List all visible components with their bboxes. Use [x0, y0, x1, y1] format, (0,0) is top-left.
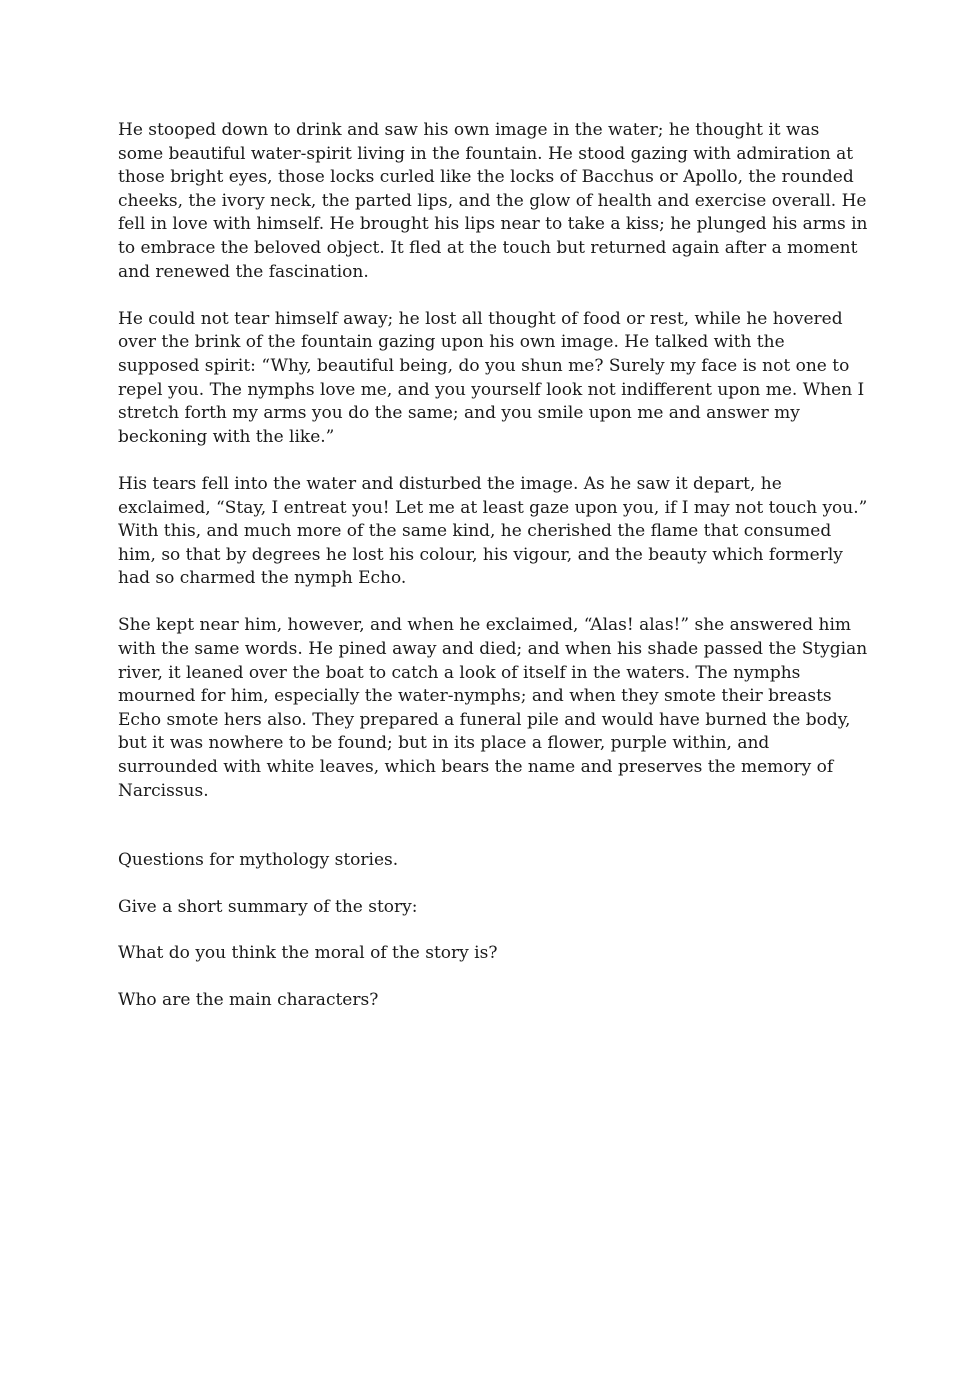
question-characters: Who are the main characters?	[118, 990, 379, 1010]
story-paragraph: He stooped down to drink and saw his own image in the water; he thought it was some beautiful water-spirit living in the fountain. He stood gazing with admiration at those bright eyes, those locks curled like the locks of Bacchus or Apollo, the rounded cheeks, the ivory neck, the parted lips, and the glow of health and exercise overall. He fell in love with himself. He brought his lips near to take a kiss; he plunged his arms in to embrace the beloved object. It fled at the touch but returned again after a moment and renewed the fascination.	[118, 120, 868, 282]
question-summary: Give a short summary of the story:	[118, 896, 418, 917]
story-paragraph: He could not tear himself away; he lost all thought of food or rest, while he hovered over the brink of the fountain gazing upon his own image. He talked with the supposed spirit: “Why, beautiful being, do you shun me? Surely my face is not one to repel you. The nymphs love me, and you yourself look not indifferent upon me. When I stretch forth my arms you do the same; and you smile upon me and answer my beckoning with the like.”	[118, 308, 865, 447]
story-paragraph: She kept near him, however, and when he exclaimed, “Alas! alas!” she answered him with the same words. He pined away and died; and when his shade passed the Stygian river, it leaned over the boat to catch a look of itself in the waters. The nymphs mourned for him, especially the water-nymphs; and when they smote their breasts Echo smote hers also. They prepared a funeral pile and would have burned the body, but it was nowhere to be found; but in its place a flower, purple within, and surrounded with white leaves, which bears the name and preserves the memory of Narcissus.	[118, 615, 868, 801]
story-paragraph: His tears fell into the water and disturbed the image. As he saw it depart, he exclaimed, “Stay, I entreat you! Let me at least gaze upon you, if I may not touch you.” With this, and much more of the same kind, he cherished the flame that consumed him, so that by degrees he lost his colour, his vigour, and the beauty which formerly had so charmed the nymph Echo.	[118, 473, 868, 589]
document-content	[118, 119, 868, 1036]
questions-heading: Questions for mythology stories.	[118, 850, 399, 871]
question-moral: What do you think the moral of the story is?	[118, 943, 498, 964]
